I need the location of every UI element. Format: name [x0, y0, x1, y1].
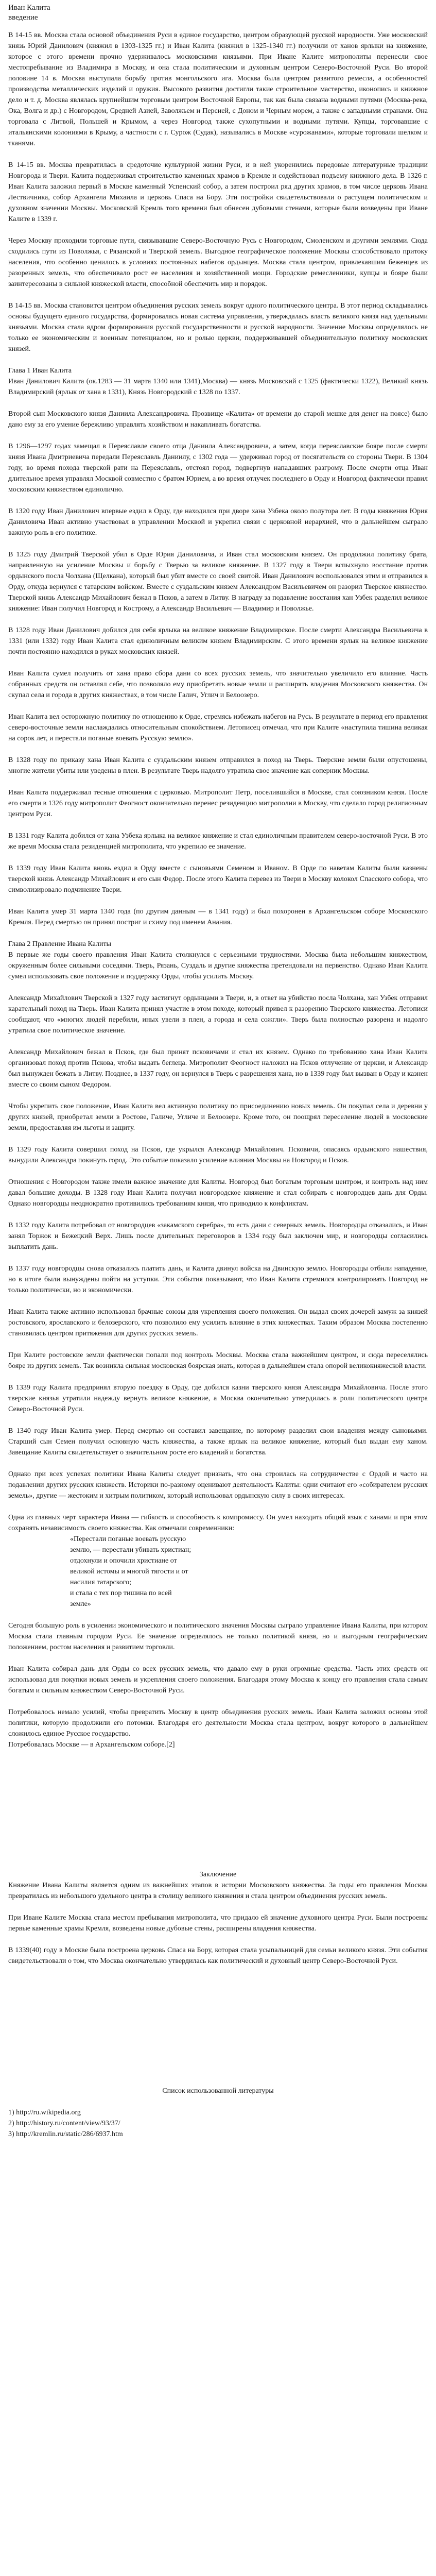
chapter-2-paragraph: В 1339 году Калита предпринял вторую поездку в Орду, где добился казни тверского князя Александра Михайловича. После этого тверские князья утратили надежду вернуть великое княжение, а Москва окончательно утвердилась в роли политического центра Северо-Восточной Руси. [8, 1384, 428, 1413]
spacer [8, 2096, 428, 2107]
quote-line: землю, — перестали убивать христиан; [70, 1546, 191, 1554]
conclusion-paragraph: При Иване Калите Москва стала местом пребывания митрополита, что придало ей значение духовного центра Руси. Были построены первые каменные храмы Кремля, возведены новые дубовые стены, расширены владения княжества. [8, 1914, 428, 1933]
document-title: Иван Калита [8, 4, 50, 12]
chapter-2-paragraph: В 1337 году новгородцы снова отказались платить дань, и Калита двинул войска на Двинскую землю. Новгородцы отбили нападение, но в итоге были вынуждены пойти на уступки. Эти события показывают, что Иван Калита стремился контролировать Новгород не только политически, но и экономически. [8, 1265, 428, 1294]
chapter-2-closing-paragraph: Иван Калита собирал дань для Орды со всех русских земель, что давало ему в руки огромные средства. Часть этих средств он использовал для покупки новых земель и укрепления своего положения. Благодаря этому Москва к концу его правления стала самым богатым и сильным княжеством Северо-Восточной Руси. [8, 1665, 428, 1694]
conclusion-heading: Заключение [199, 1871, 237, 1878]
references-heading: Список использованной литературы [162, 2087, 274, 2095]
chapter-1-paragraph: Иван Калита вел осторожную политику по отношению к Орде, стремясь избежать набегов на Русь. В результате в период его правления северо-восточные земли наслаждались относительным спокойствием. Летописец отмечал, что при Калите «наступила тишина великая на сорок лет, и перестали поганые воевать Русскую землю». [8, 713, 428, 742]
chapter-1-paragraph: В 1320 году Иван Данилович впервые ездил в Орду, где находился при дворе хана Узбека около полутора лет. В годы княжения Юрия Даниловича Иван активно участвовал в управлении Москвой и укрепил связи с церковной иерархией, что в дальнейшем сыграло важную роль в его политике. [8, 507, 428, 537]
chapter-2-paragraph: В 1340 году Иван Калита умер. Перед смертью он составил завещание, по которому разделил свои владения между сыновьями. Старший сын Семен получил основную часть княжества, а также ярлык на великое княжение, который был выдан ему ханом. Завещание Калиты свидетельствует о значительном росте его владений и богатства. [8, 1427, 428, 1456]
chapter-2-closing-paragraph: Потребовалось немало усилий, чтобы превратить Москву в центр объединения русских земель. Иван Калита заложил основы этой политики, которую продолжили его потомки. Благодаря его деятельности Москва стала центром, вокруг которого в дальнейшем сложилось единое Русское государство. [8, 1708, 428, 1738]
chapter-1-paragraph: Иван Калита поддерживал тесные отношения с церковью. Митрополит Петр, поселившийся в Москве, стал союзником князя. После его смерти в 1326 году митрополит Феогност окончательно перенес резиденцию митрополии в Москву, что сделало город религиозным центром Руси. [8, 789, 428, 818]
intro-paragraph: В 14-15 вв. Москва превратилась в средоточие культурной жизни Руси, и в ней укоренились передовые литературные традиции Новгорода и Твери. Калита поддерживал строительство каменных храмов в Кремле и содействовал подъему книжного дела. В 1326 г. Иван Калита заложил первый в Москве каменный Успенский собор, а затем построил ряд других храмов, в том числе церковь Ивана Лествичника, собор Архангела Михаила и церковь Спаса на Бору. Эти постройки свидетельствовали о растущем политическом и духовном значении Москвы. Московский Кремль того времени был обнесен дубовыми стенами, которые были возведены при Иване Калите в 1339 г. [8, 161, 428, 223]
chapter-2-paragraph: Александр Михайлович Тверской в 1327 году застигнут ордынцами в Твери, и, в ответ на убийство посла Чолхана, хан Узбек отправил карательный поход на Тверь. Иван Калита принял участие в этом походе, который привел к разорению Тверского княжества. Летописи сообщают, что «многих людей перебили, иных увели в плен, а города и села сожгли». Тверь была полностью разорена и надолго утратила свое политическое значение. [8, 994, 428, 1035]
page-break-space [8, 1977, 428, 2086]
chapter-1-paragraph: В 1296—1297 годах замещал в Переяславле своего отца Даниила Александровича, а затем, когда переяславские бояре после смерти князя Ивана Дмитриевича передали Переяславль Даниилу, с 1302 года — удерживал город от посягательств со стороны Твери. В 1304 году, во время похода тверской рати на Переяславль, отстоял город, подвергнув нападавших разгрому. После смерти отца Иван длительное время управлял Москвой совместно с братом Юрием, а во время отлучек последнего в Орду и Новгород фактически правил московским княжеством единолично. [8, 443, 428, 494]
conclusion-paragraph: Княжение Ивана Калиты является одним из важнейших этапов в истории Московского княжества. За годы его правления Москва превратилась из небольшого удельного центра в столицу великого княжения и стала центром объединения русских земель. [8, 1882, 428, 1900]
chapter-2-paragraph: Отношения с Новгородом также имели важное значение для Калиты. Новгород был богатым торговым центром, и контроль над ним давал большие доходы. В 1328 году Иван Калита получил новгородское княжение и стал собирать с новгородцев дань для Орды. Однако новгородцы неоднократно противились требованиям князя, что приводило к конфликтам. [8, 1178, 428, 1208]
chapter-2-paragraph: Александр Михайлович бежал в Псков, где был принят псковичами и стал их князем. Однако по требованию хана Иван Калита организовал поход против Пскова, чтобы выдать беглеца. Митрополит Феогност наложил на Псков отлучение от церкви, и Александр был вынужден бежать в Литву. Позднее, в 1337 году, он вернулся в Тверь с разрешения хана, но в 1339 году был вызван в Орду и казнен вместе со своим сыном Федором. [8, 1048, 428, 1089]
chapter-2-paragraph: Чтобы укрепить свое положение, Иван Калита вел активную политику по присоединению новых земель. Он покупал села и деревни у других князей, приобретал земли в Ростове, Галиче, Угличе и Белоозере. Кроме того, он поощрял переселение людей в московские земли, предоставляя им льготы и защиту. [8, 1103, 428, 1132]
intro-paragraph: В 14-15 вв. Москва становится центром объединения русских земель вокруг одного политического центра. В этот период складывались основы будущего единого государства, формировалась новая система управления, утверждалась власть великого князя над удельными князьями. Москва стала ядром формирования русской государственности и русской народности. Значение Москвы определялось не только ее экономическим и военным потенциалом, но и ролью церкви, поддерживавшей объединительную политику московских князей. [8, 302, 428, 353]
chapter-2-paragraph: В первые же годы своего правления Иван Калита столкнулся с серьезными трудностями. Москва была небольшим княжеством, окруженным более сильными соседями. Тверь, Рязань, Суздаль и другие княжества претендовали на первенство. Однако Иван Калита сумел использовать свое положение и поддержку Орды, чтобы усилить Москву. [8, 951, 428, 980]
chapter-2-paragraph: В 1332 году Калита потребовал от новгородцев «закамского серебра», то есть дани с северных земель. Новгородцы отказались, и Иван занял Торжок и Бежецкий Верх. Лишь после длительных переговоров в 1334 году был заключен мир, и новгородцы согласились выплатить дань. [8, 1222, 428, 1251]
quote-line: земле» [70, 1600, 91, 1608]
reference-link[interactable]: 3) http://kremlin.ru/static/286/6937.htm [8, 2130, 123, 2138]
quote-line: отдохнули и опочили христиане от [70, 1557, 177, 1565]
chapter-2-heading: Глава 2 Правление Ивана Калиты [8, 940, 111, 948]
reference-link[interactable]: 2) http://history.ru/content/view/93/37/ [8, 2120, 120, 2127]
chapter-1-paragraph: В 1328 году Иван Данилович добился для себя ярлыка на великое княжение Владимирское. После смерти Александра Васильевича в 1331 (или 1332) году Иван Калита стал единоличным великим князем Владимирским. С этого времени ярлык на великое княжение почти постоянно находился в руках московских князей. [8, 626, 428, 656]
chapter-1-paragraph: В 1331 году Калита добился от хана Узбека ярлыка на великое княжение и стал единоличным правителем северо-восточной Руси. В это же время Москва стала резиденцией митрополита, что укрепило ее значение. [8, 832, 428, 851]
references-list [8, 2107, 428, 2140]
page-break-space [8, 1761, 428, 1869]
chapter-1-paragraph: В 1328 году по приказу хана Иван Калита с суздальским князем отправился в поход на Тверь. Тверские земли были опустошены, многие жители убиты или уведены в плен. В результате Тверь надолго утратила свое значение как соперник Москвы. [8, 756, 428, 775]
chapter-2-paragraph: При Калите ростовские земли фактически попали под контроль Москвы. Москва стала важнейшим центром, и сюда переселялись бояре из других земель. Так возникла сильная московская боярская знать, которая в дальнейшем стала опорой великокняжеской власти. [8, 1351, 428, 1370]
document-subtitle: введение [8, 13, 38, 22]
chapter-1-paragraph: В 1325 году Дмитрий Тверской убил в Орде Юрия Даниловича, и Иван стал московским князем. Он продолжил политику брата, направленную на усиление Москвы и борьбу с Тверью за великое княжение. В 1327 году в Твери вспыхнуло восстание против ордынского посла Чолхана (Щелкана), который был убит вместе со своей свитой. Иван Данилович воспользовался этим и отправился в Орду, откуда вернулся с татарским войском. Вместе с суздальским князем Александром Васильевичем он разорил Тверское княжество. Тверской князь Александр Михайлович бежал в Псков, а затем в Литву. В награду за подавление восстания хан Узбек разделил великое княжение: Иван получил Новгород и Кострому, а Александр Васильевич — Владимир и Поволжье. [8, 551, 428, 613]
conclusion-paragraph: В 1339(40) году в Москве была построена церковь Спаса на Бору, которая стала усыпальницей для семьи великого князя. Эти события свидетельствовали о том, что Москва окончательно утвердилась как политический и духовный центр Северо-Восточной Руси. [8, 1946, 428, 1965]
quote-line: и стала с тех пор тишина по всей [70, 1589, 172, 1597]
chapter-2-closing-paragraph: Сегодня большую роль в усилении экономического и политического значения Москвы сыграло управление Ивана Калиты, при котором Москва стала главным городом Руси. Ее значение определялось не только политикой князя, но и выгодным географическим положением, ростом населения и развитием торговли. [8, 1622, 428, 1651]
quote-line: «Перестали поганые воевать русскую [70, 1535, 186, 1543]
chapter-2-paragraph: Однако при всех успехах политики Ивана Калиты следует признать, что она строилась на сотрудничестве с Ордой и часто на подавлении других русских княжеств. Историки по-разному оценивают деятельность Калиты: одни считают его «собирателем русских земель», другие — жестоким и хитрым политиком, который использовал ордынскую силу в своих интересах. [8, 1470, 428, 1500]
intro-paragraph: В 14-15 вв. Москва стала основой объединения Руси в единое государство, центром образующей русской народности. Уже московский князь Юрий Данилович (княжил в 1303-1325 гг.) и Иван Калита (княжил в 1325-1340 гг.) получили от ханов ярлыки на княжение, которое с этого времени прочно удерживалось московскими князьями. При Иване Калите митрополиты перенесли свое местопребывание из Владимира в Москву, и она стала политическим и духовным центром Северо-Восточной Руси. Во второй половине 14 в. Москва выступала борьбу против монгольского ига. Москва была центром развитого ремесла, а особенностей производства металлических изделий и оружия. Высокого развития достигли такие строительное мастерство, иконопись и книжное дело и т. д. Москва являлась крупнейшим торговым центром Восточной Европы, так как была связана водными путями (Москва-река, Ока, Волга и др.) с Новгородом, Средней Азией, Заволжьем и Персией, с Доном и Черным морем, а также с западными странами. Она торговала с Литвой, Польшей и Крымом, а через Новгород также сухопутными и водными путями. Купцы, торговавшие с итальянскими колониями в Крыму, а частности с г. Сурож (Судак), назывались в Москве «сурожанами», которые торговали шелком и тканями. [8, 31, 428, 147]
chapter-2-footnote-line: Потребовалась Москве — в Архангельском соборе.[2] [8, 1741, 175, 1749]
chapter-1-paragraph: В 1339 году Иван Калита вновь ездил в Орду вместе с сыновьями Семеном и Иваном. В Орде по наветам Калиты были казнены тверской князь Александр Михайлович и его сын Федор. После этого Калита перевез из Твери в Москву колокол Спасского собора, что символизировало подчинение Твери. [8, 865, 428, 894]
reference-link[interactable]: 1) http://ru.wikipedia.org [8, 2109, 81, 2116]
chapter-1-lead: Второй сын Московского князя Даниила Александровича. Прозвище «Калита» от времени до старой мешке для денег на поясе) было дано ему за его умение бережливо управлять хозяйством и накапливать богатства. [8, 410, 428, 429]
chapter-1-paragraph: Иван Калита сумел получить от хана право сбора дани со всех русских земель, что значительно увеличило его влияние. Часть собранных средств он оставлял себе, что позволяло ему приобретать новые земли и расширять владения Московского княжества. Он скупал села и города в других княжествах, в том числе Галич, Углич и Белоозеро. [8, 670, 428, 699]
quote-line: насилия татарского; [70, 1579, 132, 1586]
chapter-2-paragraph: В 1329 году Калита совершил поход на Псков, где укрылся Александр Михайлович. Псковичи, опасаясь ордынского нашествия, вынудили Александра покинуть город. Это событие показало усиление влияния Москвы на Новгород и Псков. [8, 1146, 428, 1164]
quote-lead: Одна из главных черт характера Ивана — гибкость и способность к компромиссу. Он умел находить общий язык с ханами и при этом сохранять независимость своего княжества. Как отмечали современники: [8, 1514, 428, 1532]
chapter-2-paragraph: Иван Калита также активно использовал брачные союзы для укрепления своего положения. Он выдал своих дочерей замуж за князей ростовского, ярославского и белозерского, что позволило ему усилить влияние в этих княжествах. Таким образом Москва постепенно становилась центром притяжения для других русских земель. [8, 1308, 428, 1337]
chapter-1-heading: Глава 1 Иван Калита [8, 367, 72, 375]
chapter-1-paragraph: Иван Калита умер 31 марта 1340 года (по другим данным — в 1341 году) и был похоронен в Архангельском соборе Московского Кремля. Перед смертью он принял постриг и схиму под именем Анания. [8, 908, 428, 926]
intro-paragraph: Через Москву проходили торговые пути, связывавшие Северо-Восточную Русь с Новгородом, Смоленском и другими землями. Сюда сходились пути из Поволжья, с Рязанской и Тверской земель. Выгодное географическое положение Москвы способствовало притоку населения, что особенно ценилось в условиях постоянных набегов ордынцев. Москва стала центром, привлекавшим беженцев из разоренных земель, что обеспечивало рост ее населения и хозяйственной мощи. Городские ремесленники, купцы и бояре были заинтересованы в сильной княжеской власти, способной обеспечить мир и порядок. [8, 237, 428, 288]
chapter-1-lead: Иван Данилович Калита (ок.1283 — 31 марта 1340 или 1341),Москва) — князь Московский с 1325 (фактически 1322), Великий князь Владимирский (ярлык от хана в 1331), Князь Новгородский с 1328 по 1337. [8, 378, 428, 396]
chronicle-quote [70, 1534, 428, 1609]
quote-line: великой истомы и многой тягости и от [70, 1568, 188, 1575]
